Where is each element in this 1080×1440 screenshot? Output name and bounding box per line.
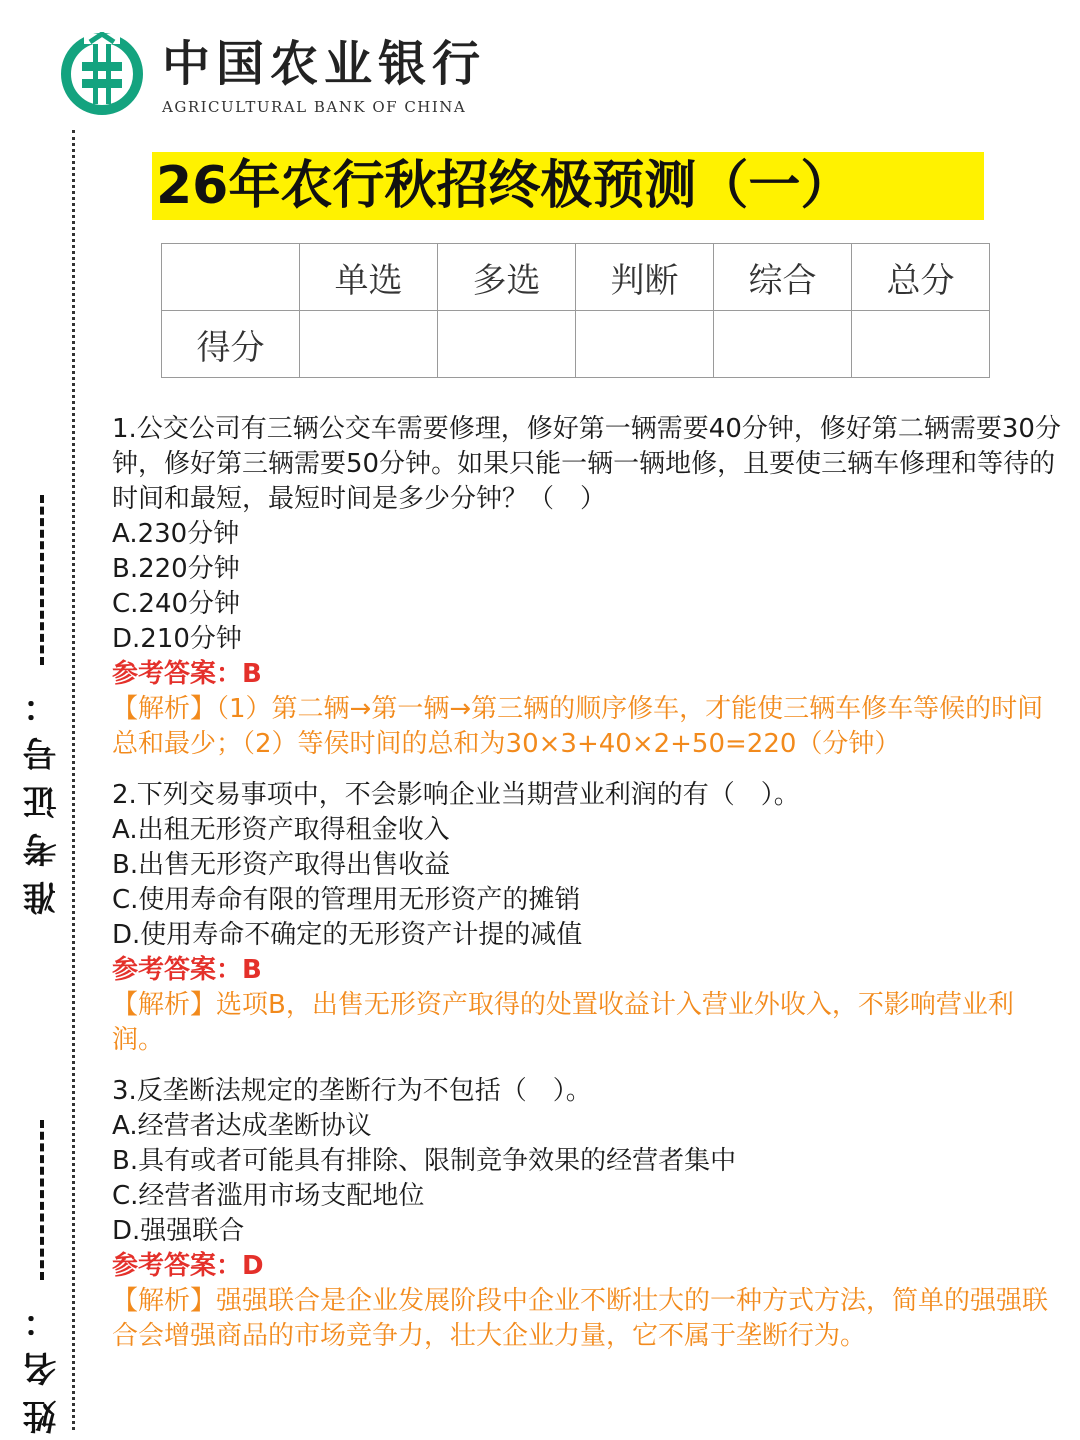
question-option: A.出租无形资产取得租金收入: [112, 815, 450, 845]
score-input-cell[interactable]: [576, 311, 714, 378]
bank-logo: [60, 32, 486, 116]
score-table: [161, 243, 990, 378]
question-option: C.240分钟: [112, 589, 241, 619]
question-option: B.出售无形资产取得出售收益: [112, 850, 451, 880]
answer-key: 参考答案：B: [112, 659, 262, 689]
exam-number-blank: [40, 495, 44, 665]
score-input-cell[interactable]: [852, 311, 990, 378]
question-option: D.使用寿命不确定的无形资产计提的减值: [112, 920, 583, 950]
score-header-cell: 综合: [714, 244, 852, 311]
bank-name-en: AGRICULTURAL BANK OF CHINA: [162, 98, 467, 116]
exam-number-field: [18, 495, 66, 915]
question-1: [112, 412, 1062, 762]
question-option: A.230分钟: [112, 519, 240, 549]
question-option: D.强强联合: [112, 1216, 245, 1246]
exam-number-label: 准考证号：: [22, 675, 63, 915]
question-option: D.210分钟: [112, 624, 242, 654]
question-option: B.220分钟: [112, 554, 240, 584]
question-option: B.具有或者可能具有排除、限制竞争效果的经营者集中: [112, 1146, 737, 1176]
question-stem: 3.反垄断法规定的垄断行为不包括（ ）。: [112, 1076, 592, 1106]
score-header-cell: 多选: [438, 244, 576, 311]
score-input-cell[interactable]: [300, 311, 438, 378]
binding-dotted-line: [72, 130, 75, 1430]
answer-explanation: 【解析】强强联合是企业发展阶段中企业不断壮大的一种方式方法，简单的强强联合会增强商品的市场竞争力，壮大企业力量，它不属于垄断行为。: [112, 1286, 1049, 1351]
question-option: A.经营者达成垄断协议: [112, 1111, 372, 1141]
question-stem: 1.公交公司有三辆公交车需要修理，修好第一辆需要40分钟，修好第二辆需要30分钟，修好第三辆需要50分钟。如果只能一辆一辆地修，且要使三辆车修理和等待的时间和最短，最短时间是多少分钟？（ ）: [112, 414, 1061, 514]
score-header-cell: 总分: [852, 244, 990, 311]
answer-explanation: 【解析】（1）第二辆→第一辆→第三辆的顺序修车，才能使三辆车修车等候的时间总和最少；（2）等侯时间的总和为30×3+40×2+50=220（分钟）: [112, 694, 1044, 759]
name-label: 姓名：: [22, 1290, 63, 1434]
page-title: 26年农行秋招终极预测（一）: [152, 152, 984, 220]
score-table-score-row: [162, 311, 990, 378]
name-field: [18, 1120, 66, 1434]
score-header-cell: [162, 244, 300, 311]
question-option: C.经营者滥用市场支配地位: [112, 1181, 425, 1211]
question-stem: 2.下列交易事项中，不会影响企业当期营业利润的有（ ）。: [112, 780, 800, 810]
question-2: [112, 778, 1062, 1058]
question-list: [112, 412, 1062, 1370]
score-input-cell[interactable]: [438, 311, 576, 378]
question-3: [112, 1074, 1062, 1354]
abc-emblem-icon: [60, 32, 144, 116]
score-header-cell: 单选: [300, 244, 438, 311]
question-option: C.使用寿命有限的管理用无形资产的摊销: [112, 885, 581, 915]
bank-name-cn: 中国农业银行: [162, 36, 487, 92]
score-input-cell[interactable]: [714, 311, 852, 378]
answer-explanation: 【解析】选项B，出售无形资产取得的处置收益计入营业外收入，不影响营业利润。: [112, 990, 1014, 1055]
answer-key: 参考答案：D: [112, 1251, 264, 1281]
score-table-header-row: [162, 244, 990, 311]
score-row-label: 得分: [162, 311, 300, 378]
answer-key: 参考答案：B: [112, 955, 262, 985]
name-blank: [40, 1120, 44, 1280]
score-header-cell: 判断: [576, 244, 714, 311]
